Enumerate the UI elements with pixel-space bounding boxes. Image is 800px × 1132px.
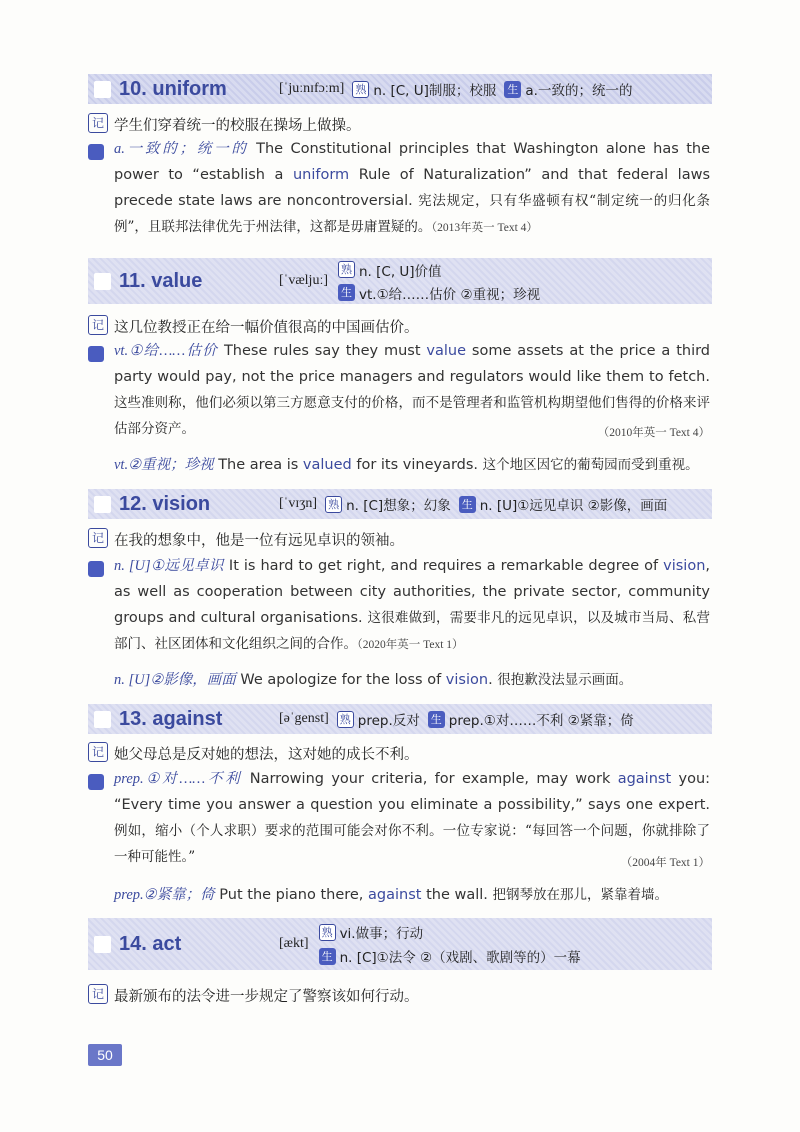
sense-label: prep.①对……不利 [114,771,243,787]
example-en-rest: . [488,672,493,688]
example-cn-rest: 。 [618,672,633,688]
entry-header-value [88,258,712,304]
keyword: vision [445,672,489,688]
headword: 11. value [119,269,203,292]
example-cn: 把钢琴放在那儿， [492,887,601,903]
familiar-tag-icon: 熟 [325,496,342,513]
example-en-rest: you: “Every time you answer a question you eliminate a possibility,” says one expert. [114,771,711,813]
source: （2020年英一 Text 1） [357,639,464,651]
example-cn-rest: 。 [685,457,699,473]
headword: 13. against [119,707,223,730]
page-number: 50 [88,1044,122,1066]
entry-header-uniform [88,74,712,104]
memo-icon: 记 [88,528,108,548]
phonetic: [ˈvɪʒn] [279,496,318,511]
sense-label: vt.①给……估价 [114,343,219,359]
headword: 10. uniform [119,77,227,100]
memo-sentence: 在我的想象中，他是一位有远见卓识的领袖。 [114,533,404,549]
rare-sense: vt.①给……估价 ②重视；珍视 [359,286,541,303]
keyword-cn: 评估 [114,395,710,437]
entry-header-against [88,704,712,734]
keyword-cn: 重视 [658,457,686,473]
phonetic: [ˈjuːnɪfɔːm] [279,81,345,96]
phonetic: [ˈvæljuː] [279,273,328,288]
memo-sentence: 学生们穿着统一的校服在操场上做操。 [114,118,361,134]
phonetic: [əˈgenst] [279,711,329,726]
keyword-cn: 紧靠着 [600,887,642,903]
familiar-tag-icon: 熟 [319,924,336,941]
checkbox[interactable] [94,81,111,98]
example-cn: 这个地区因它的葡萄园而受到 [482,457,659,473]
checkbox[interactable] [94,936,111,953]
example-en: It is hard to get right, and requires a remarkable degree of [228,558,664,574]
source: （2004年 Text 1） [620,857,710,869]
familiar-tag-icon: 熟 [338,261,355,278]
memo-icon: 记 [88,315,108,335]
familiar-tag-icon: 熟 [352,81,369,98]
example-en: We apologize for the loss of [240,672,446,688]
example-en: Narrowing your criteria, for example, may work [249,771,618,787]
rare-sense: prep.①对……不利 ②紧靠；倚 [448,713,634,729]
keyword: against [617,771,672,787]
memo-icon: 记 [88,113,108,133]
keyword-cn: 画面 [591,672,619,688]
rare-sense-icon [88,774,104,790]
example-line [114,883,710,904]
checkbox[interactable] [94,711,111,728]
example-cn-rest: ，以及城市当局、私营部门、社区团体和文化组织之间的合作。 [114,610,711,652]
example-en-rest: some assets at the price a third party would pay, not the price managers and regulators would like them to fetch. [114,343,711,385]
example-cn: 这很难做到，需要非凡的 [367,610,519,626]
example-en-rest: Rule of Naturalization” and that federal laws precede state laws are noncontroversial. [114,167,710,209]
keyword-cn: 远见卓识 [518,610,574,626]
familiar-sense: vi.做事；行动 [339,926,424,942]
familiar-sense: prep.反对 [357,713,420,729]
senses [338,260,540,303]
example-en-rest: the wall. [421,887,488,903]
example-cn: 很抱歉没法显示 [497,672,592,688]
familiar-tag-icon: 熟 [337,711,354,728]
rare-sense: n. [C]①法令 ②（戏剧、歌剧等的）一幕 [339,950,581,966]
rare-sense: a.一致的；统一的 [525,83,633,99]
sense-label: n. [U]①远见卓识 [114,558,224,574]
familiar-sense: n. [C]想象；幻象 [346,498,451,514]
example-cn-rest: 归化条例”，且联邦法律优先于州法律，这都是毋庸置疑的。 [114,193,711,235]
rare-sense-icon [88,144,104,160]
headword: 12. vision [119,492,211,515]
example-en: The Constitutional principles that Washington alone has the power to “establish a [114,141,710,183]
memo-sentence: 最新颁布的法令进一步规定了警察该如何行动。 [114,989,419,1005]
keyword: value [426,343,467,359]
memo-sentence: 她父母总是反对她的想法，这对她的成长不利。 [114,747,419,763]
rare-sense-icon [88,346,104,362]
keyword: vision [663,558,706,574]
rare-sense: n. [U]①远见卓识 ②影像，画面 [479,498,668,514]
keyword: against [368,887,422,903]
sense-label: a.一致的；统一的 [114,141,249,157]
sense-label: n. [U]②影像，画面 [114,672,236,688]
memo-icon: 记 [88,742,108,762]
example-en: These rules say they must [223,343,427,359]
source: （2010年英一 Text 4） [597,427,710,439]
memo-sentence: 这几位教授正在给一幅价值很高的中国画估价。 [114,320,419,336]
memo-icon: 记 [88,984,108,1004]
example-line [114,453,710,474]
example-en: The area is [218,457,303,473]
rare-tag-icon: 生 [338,284,355,301]
headword: 14. act [119,932,182,955]
rare-sense-icon [88,561,104,577]
example-paragraph [114,136,710,241]
senses [319,922,581,966]
familiar-sense: n. [C, U]制服；校服 [373,83,497,99]
example-cn-rest: 。一位专家说：“每回答一个问题，你就排除了一种可能性。” [114,823,711,865]
rare-tag-icon: 生 [459,496,476,513]
checkbox[interactable] [94,273,111,290]
rare-tag-icon: 生 [428,711,445,728]
rare-tag-icon: 生 [504,81,521,98]
example-cn: 这些准则称，他们必须以第三方愿意支付的价格，而不是管理者和监管机构期望他们售得的价格来 [114,395,697,411]
sense-label: prep.②紧靠；倚 [114,887,215,903]
example-paragraph [114,553,710,658]
keyword-cn: 对你不利 [374,823,430,839]
example-en-rest: , as well as cooperation between city authorities, the private sector, community groups and cultural organisations. [114,558,711,626]
example-line [114,668,710,689]
entry-header-act [88,918,712,970]
sense-label: vt.②重视；珍视 [114,457,214,473]
rare-tag-icon: 生 [319,948,336,965]
example-cn: 宪法规定，只有华盛顿有权“制定 [418,193,626,209]
keyword-cn: 统一的 [625,193,669,209]
keyword: uniform [292,167,350,183]
entry-header-vision [88,489,712,519]
keyword: valued [302,457,352,473]
phonetic: [ækt] [279,936,309,951]
checkbox[interactable] [94,496,111,513]
source: （2013年英一 Text 4） [431,222,538,234]
example-cn: 例如，缩小（个人求职）要求的范围可能会 [114,823,375,839]
familiar-sense: n. [C, U]价值 [359,263,442,280]
example-cn-rest: 墙。 [641,887,669,903]
example-cn-rest: 部分资产。 [127,421,195,437]
example-en-rest: for its vineyards. [351,457,479,473]
example-en: Put the piano there, [219,887,369,903]
